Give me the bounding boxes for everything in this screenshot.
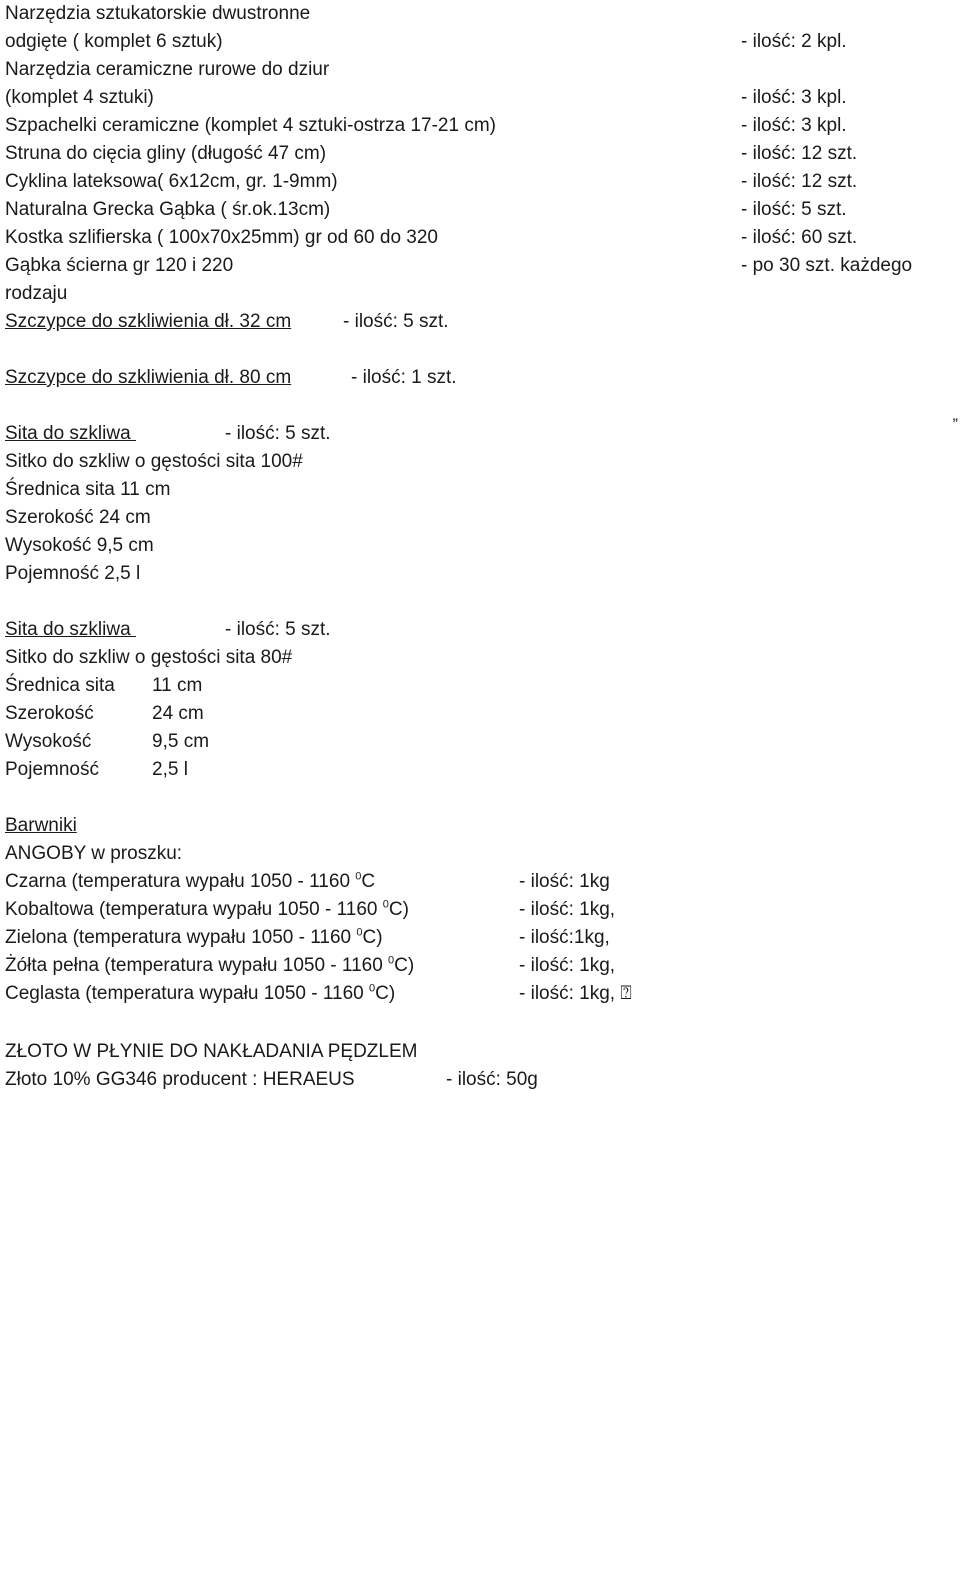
spec-label: Średnica sita	[5, 479, 115, 500]
dye-name	[5, 981, 395, 1007]
spec-label: Szerokość	[5, 507, 94, 528]
sieve-desc: Sitko do szkliw o gęstości sita 100#	[5, 451, 303, 472]
sieve-desc: Sitko do szkliw o gęstości sita 80#	[5, 647, 293, 668]
dye-qty: - ilość: 1kg,	[519, 955, 616, 976]
tongs-name: Szczypce do szkliwienia dł. 32 cm	[5, 311, 292, 332]
dye-text-end: C)	[394, 955, 415, 976]
tool-name-line: Naturalna Grecka Gąbka ( śr.ok.13cm)	[5, 199, 331, 220]
spec-value: 11 cm	[152, 675, 203, 696]
degree-sup: 0	[369, 982, 376, 995]
spec-label: Wysokość	[5, 535, 92, 556]
sieve-qty: - ilość: 5 szt.	[225, 423, 331, 444]
tool-qty: - ilość: 12 szt.	[741, 143, 858, 164]
corner-mark: „	[952, 407, 958, 424]
dye-text-end: C)	[388, 899, 409, 920]
spec-value: 9,5 cm	[152, 731, 210, 752]
tool-name-line: Cyklina lateksowa( 6x12cm, gr. 1-9mm)	[5, 171, 338, 192]
dye-text-end: C)	[375, 983, 396, 1004]
dye-text: Zielona (temperatura wypału 1050 - 1160	[5, 927, 357, 948]
dyes-subheading: ANGOBY w proszku:	[5, 843, 183, 864]
tool-qty: - ilość: 3 kpl.	[741, 115, 847, 136]
spec-value: 2,5 l	[104, 563, 141, 584]
spec-label: Średnica sita	[5, 675, 115, 696]
sieve-spec	[5, 477, 170, 503]
spec-value: 24 cm	[152, 703, 204, 724]
dye-qty: - ilość: 1kg, ⍰	[519, 983, 632, 1004]
spec-label: Wysokość	[5, 731, 92, 752]
dye-name	[5, 953, 414, 979]
sieve-spec	[5, 561, 140, 587]
tongs-name: Szczypce do szkliwienia dł. 80 cm	[5, 367, 292, 388]
gold-heading: ZŁOTO W PŁYNIE DO NAKŁADANIA PĘDZLEM	[5, 1041, 418, 1062]
tool-qty: - ilość: 60 szt.	[741, 227, 858, 248]
spec-label: Pojemność	[5, 563, 99, 584]
tool-name-line: Gąbka ścierna gr 120 i 220	[5, 255, 234, 276]
dye-name	[5, 869, 375, 895]
tool-name-line: (komplet 4 sztuki)	[5, 87, 154, 108]
dye-qty: - ilość: 1kg,	[519, 899, 616, 920]
dye-name	[5, 925, 383, 951]
sieve-spec	[5, 533, 154, 559]
degree-sup: 0	[388, 954, 395, 967]
tongs-qty: - ilość: 1 szt.	[351, 367, 457, 388]
tool-qty: - ilość: 12 szt.	[741, 171, 858, 192]
tool-qty: - ilość: 2 kpl.	[741, 31, 847, 52]
sieve-title: Sita do szkliwa	[5, 423, 136, 444]
tool-name-line: Szpachelki ceramiczne (komplet 4 sztuki-ostrza 17-21 cm)	[5, 115, 497, 136]
tool-name-line: rodzaju	[5, 283, 68, 304]
dye-text: Czarna (temperatura wypału 1050 - 1160	[5, 871, 356, 892]
dyes-heading: Barwniki	[5, 815, 77, 836]
dye-qty: - ilość: 1kg	[519, 871, 610, 892]
spec-value: 2,5 l	[152, 759, 188, 780]
tool-name-line: Narzędzia ceramiczne rurowe do dziur	[5, 59, 330, 80]
dye-name	[5, 897, 409, 923]
gold-qty: - ilość: 50g	[446, 1069, 538, 1090]
spec-label: Pojemność	[5, 759, 99, 780]
tool-qty: - po 30 szt. każdego	[741, 255, 913, 276]
sieve-qty: - ilość: 5 szt.	[225, 619, 331, 640]
sieve-spec	[5, 505, 151, 531]
dye-text: Ceglasta (temperatura wypału 1050 - 1160	[5, 983, 370, 1004]
dye-text-end: C)	[362, 927, 383, 948]
tool-name-line: Struna do cięcia gliny (długość 47 cm)	[5, 143, 327, 164]
tongs-qty: - ilość: 5 szt.	[343, 311, 449, 332]
spec-label: Szerokość	[5, 703, 94, 724]
tool-name-line: Kostka szlifierska ( 100x70x25mm) gr od 60 do 320	[5, 227, 438, 248]
degree-sup: 0	[355, 870, 362, 883]
spec-value: 24 cm	[98, 507, 151, 528]
degree-sup: 0	[382, 898, 389, 911]
sieve-title: Sita do szkliwa	[5, 619, 136, 640]
spec-value: 9,5 cm	[96, 535, 154, 556]
spec-value: 11 cm	[120, 479, 171, 500]
degree-sup: 0	[356, 926, 363, 939]
tool-name-line: odgięte ( komplet 6 sztuk)	[5, 31, 223, 52]
tool-qty: - ilość: 5 szt.	[741, 199, 847, 220]
dye-text: Kobaltowa (temperatura wypału 1050 - 1160	[5, 899, 383, 920]
tool-name-line: Narzędzia sztukatorskie dwustronne	[5, 3, 311, 24]
dye-qty: - ilość:1kg,	[519, 927, 610, 948]
dye-text-end: C	[361, 871, 376, 892]
gold-item: Złoto 10% GG346 producent : HERAEUS	[5, 1069, 355, 1090]
dye-text: Żółta pełna (temperatura wypału 1050 - 1160	[5, 955, 389, 976]
tool-qty: - ilość: 3 kpl.	[741, 87, 847, 108]
